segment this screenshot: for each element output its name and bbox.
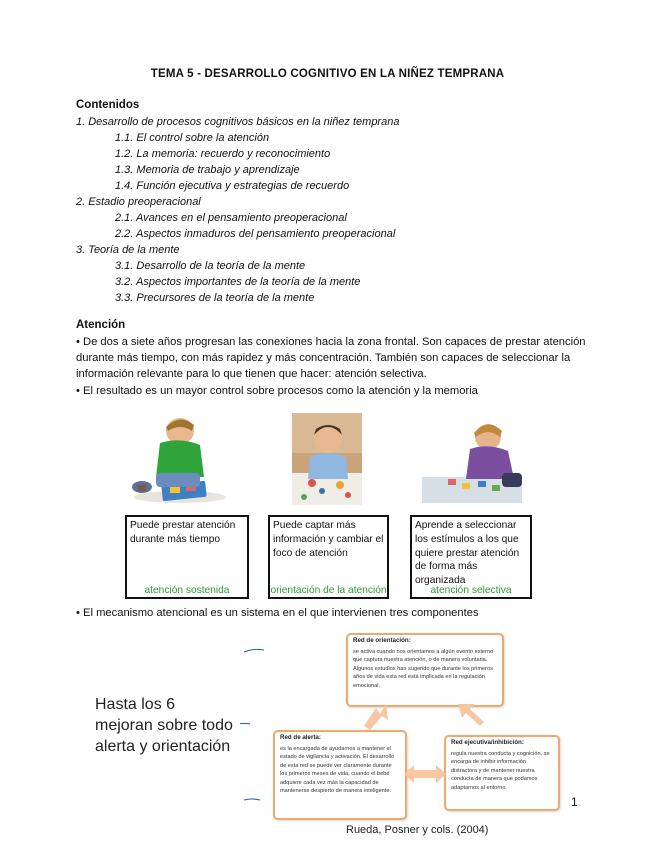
child-blocks-photo	[422, 417, 522, 503]
page-number: 1	[571, 795, 578, 809]
contents-item: 1.2. La memoria: recuerdo y reconocimiento	[115, 148, 331, 160]
attention-heading: Atención	[76, 319, 126, 331]
contents-item: 1. Desarrollo de procesos cognitivos básicos en la niñez temprana	[76, 116, 400, 128]
alert-network-box	[273, 730, 407, 820]
note-line: mejoran sobre todo	[95, 717, 233, 734]
box-tag: orientación de la atención	[270, 585, 387, 596]
contents-item: 2. Estadio preoperacional	[76, 196, 201, 208]
box-tag: atención sostenida	[144, 585, 230, 596]
box-text: Puede captar más información y cambiar el foco de atención	[273, 520, 384, 559]
contents-item: 2.2. Aspectos inmaduros del pensamiento preoperacional	[115, 228, 396, 240]
double-arrow-right	[450, 700, 490, 730]
box-text: Puede prestar atención durante más tiempo	[130, 520, 236, 545]
note-line: Hasta los 6	[95, 696, 176, 713]
attention-box-sustained	[125, 515, 249, 599]
network-description: es la encargada de ayudarnos a mantener el estado de vigilancia y activación. El desarrollo de esta red se puede ver claramente durante los primeros meses de vida, cuando el bebé adquiere cada vez más la capacidad de mantenerse despierto de manera inteligente.	[280, 746, 395, 795]
attention-box-selective	[410, 515, 532, 599]
network-title: Red ejecutiva/inhibición:	[451, 739, 524, 746]
contents-item: 1.3. Memoria de trabajo y aprendizaje	[115, 164, 300, 176]
citation: Rueda, Posner y cols. (2004)	[346, 824, 489, 836]
contents-item: 2.1. Avances en el pensamiento preoperacional	[115, 212, 347, 224]
attention-paragraph: • El mecanismo atencional es un sistema en el que intervienen tres componentes	[76, 607, 479, 619]
page-title: TEMA 5 - DESARROLLO COGNITIVO EN LA NIÑEZ TEMPRANA	[150, 68, 505, 80]
contents-item: 1.1. El control sobre la atención	[115, 132, 270, 144]
note-line: alerta y orientación	[95, 738, 231, 755]
contents-item: 3.1. Desarrollo de la teoría de la mente	[115, 260, 306, 272]
attention-paragraph: • El resultado es un mayor control sobre procesos como la atención y la memoria	[76, 385, 478, 397]
contents-item: 3. Teoría de la mente	[76, 244, 180, 256]
pen-marks	[240, 640, 270, 810]
double-arrow-bottom	[404, 764, 446, 784]
network-title: Red de orientación:	[353, 637, 411, 644]
contents-heading: Contenidos	[76, 99, 140, 111]
contents-item: 1.4. Función ejecutiva y estrategias de recuerdo	[115, 180, 350, 192]
box-text: Aprende a seleccionar los estímulos a los que quiere prestar atención de forma más organizada	[415, 520, 520, 587]
orientation-network-box	[346, 633, 504, 707]
attention-paragraph: • De dos a siete años progresan las conexiones hacia la zona frontal. Son capaces de prestar atención durante más tiempo, con más rapidez y más concentración. También son capaces de seleccionar la información relevante para lo que tienen que hacer: atención selectiva.	[76, 336, 586, 381]
child-puzzle-photo	[130, 413, 226, 503]
attention-box-orientation	[268, 515, 389, 599]
network-description: regula nuestra conducta y cognición, se encarga de inhibir información distractora y de mantener nuestra conducta de manera que podamos adaptarnos al entorno.	[451, 751, 550, 791]
contents-item: 3.3. Precursores de la teoría de la mente	[115, 292, 315, 304]
handwritten-note	[95, 694, 233, 757]
child-painting-photo	[292, 413, 362, 505]
box-tag: atención selectiva	[430, 585, 512, 596]
executive-network-box	[444, 735, 560, 811]
network-description: se activa cuando nos orientamos a algún evento externo que captura nuestra atención, o de manera voluntaria. Algunos estudios han sugerido que durante los primeros años de vida esta red está implicada en la regulación emocional.	[353, 649, 494, 689]
network-title: Red de alerta:	[280, 734, 321, 741]
contents-item: 3.2. Aspectos importantes de la teoría de la mente	[115, 276, 361, 288]
